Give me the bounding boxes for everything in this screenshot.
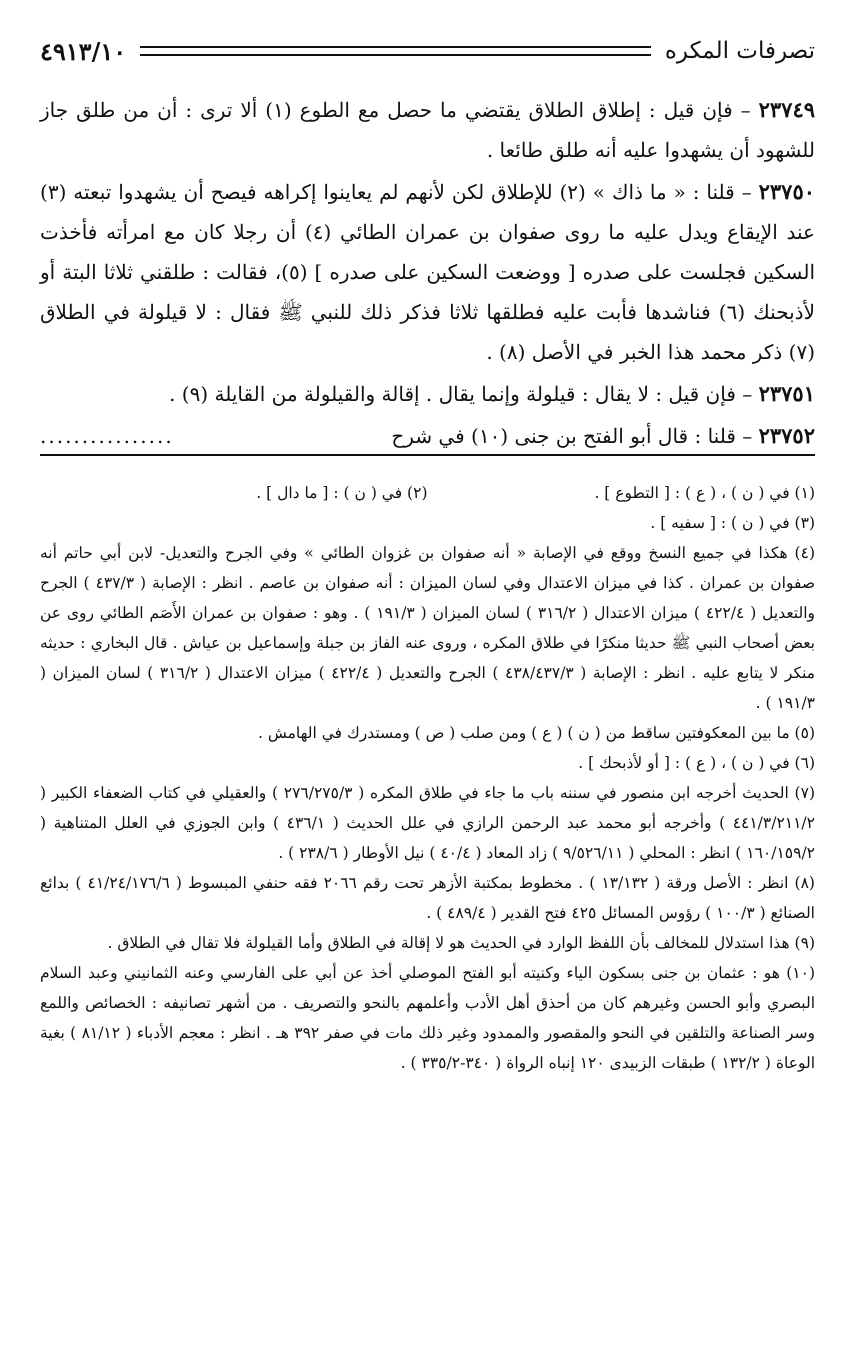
footnote-10: (١٠) هو : عثمان بن جنى بسكون الياء وكنيته أبو الفتح الموصلي أخذ عن أبي على الفارسي وعنه الثمانيني وعبد السلام البصري وأبو الحسن وغيرهم كان من أحذق أهل الأدب وأعلمهم بالنحو والتصريف . من أشهر تصانيفه : الخصائص واللمع وسر الصناعة والتلقين في النحو والمقصور والممدود وغير ذلك مات في صفر ٣٩٢ هـ . انظر : معجم الأدباء ( ٨١/١٢ ) بغية الوعاة ( ١٣٢/٢ ) طبقات الزبيدى ١٢٠ إنباه الرواة ( ٣٤٠-٣٣٥/٢ ) .	[40, 964, 815, 1072]
paragraph-number: ٢٣٧٥١	[758, 381, 815, 406]
footnote-5: (٥) ما بين المعكوفتين ساقط من ( ن ) ( ع ) ومن صلب ( ص ) ومستدرك في الهامش .	[258, 724, 815, 742]
running-title: تصرفات المكره	[664, 38, 815, 64]
paragraph-text: – قلنا : قال أبو الفتح بن جنى (١٠) في شرح	[391, 424, 759, 448]
book-page	[40, 30, 815, 1330]
paragraph-number: ٢٣٧٤٩	[758, 97, 816, 122]
footnote-row	[40, 478, 815, 508]
paragraph-text: – فإن قيل : إطلاق الطلاق يقتضي ما حصل مع الطوع (١) ألا ترى : أن من طلق جاز للشهود أن يشهدوا عليه أنه طلق طائعا .	[40, 98, 815, 162]
continuation-dots: ................	[40, 424, 174, 448]
paragraph-23751	[40, 374, 815, 414]
paragraph-23750	[40, 172, 815, 372]
footnotes	[40, 478, 815, 1078]
main-text	[40, 90, 815, 456]
footnote-7: (٧) الحديث أخرجه ابن منصور في سننه باب ما جاء في طلاق المكره ( ٢٧٦/٢٧٥/٣ ) والعقيلي في كتاب الضعفاء الكبير ( ٤٤١/٣/٢١١/٢ ) وأخرجه أبو محمد عبد الرحمن الرازي في علل الحديث ( ٤٣٦/١ ) وابن الجوزي في العلل المتناهية ( ١٦٠/١٥٩/٢ ) انظر : المحلي ( ٩/٥٢٦/١١ ) زاد المعاد ( ٤٠/٤ ) نيل الأوطار ( ٢٣٨/٦ ) .	[40, 784, 815, 862]
footnote-3: (٣) في ( ن ) : [ سفيه ] .	[650, 514, 815, 532]
paragraph-text: – قلنا : « ما ذاك » (٢) للإطلاق لكن لأنهم لم يعاينوا إكراهه فيصح أن يشهدوا تبعته (٣) عند الإيقاع ويدل عليه ما روى صفوان بن عمران الطائي (٤) أن رجلا كان مع امرأته فأخذت السكين فجلست على صدره [ ووضعت السكين على صدره ] (٥)، فقالت : طلقني ثلاثا البتة أو لأذبحنك (٦) فناشدها فأبت عليه فطلقها ثلاثا فذكر ذلك للنبي ﷺ فقال : لا قيلولة في الطلاق (٧) ذكر محمد هذا الخبر في الأصل (٨) .	[40, 180, 815, 364]
footnote-4: (٤) هكذا في جميع النسخ ووقع في الإصابة « أنه صفوان بن غزوان الطائي » وفي الجرح والتعديل- لابن أبي حاتم أنه صفوان بن عمران . كذا في ميزان الاعتدال وفي لسان الميزان : أنه صفوان بن عاصم . انظر : الإصابة ( ٤٣٧/٣ ) الجرح والتعديل ( ٤٢٢/٤ ) ميزان الاعتدال ( ٣١٦/٢ ) لسان الميزان ( ١٩١/٣ ) . وهو : صفوان بن عمران الأَصَم الطائي روى عن بعض أصحاب النبي ﷺ حديثا منكرًا في طلاق المكره ، وروى عنه الفاز بن جبلة وإسماعيل بن عياش . قال البخاري : حديثه منكر لا يتابع عليه . انظر : الإصابة ( ٤٣٨/٤٣٧/٣ ) الجرح والتعديل ( ٤٢٢/٤ ) ميزان الاعتدال ( ٣١٦/٢ ) لسان الميزان ( ١٩١/٣ ) .	[40, 544, 815, 712]
page-header	[40, 30, 815, 72]
paragraph-23752	[40, 416, 815, 456]
header-rule	[140, 46, 651, 56]
paragraph-text: – فإن قيل : لا يقال : قيلولة وإنما يقال . إقالة والقيلولة من القايلة (٩) .	[169, 382, 759, 406]
paragraph-23749	[40, 90, 815, 170]
paragraph-number: ٢٣٧٥٠	[758, 179, 816, 204]
footnote-6: (٦) في ( ن ) ، ( ع ) : [ أو لأذبحك ] .	[578, 754, 815, 772]
footnote-8: (٨) انظر : الأصل ورقة ( ١٣/١٣٢ ) . مخطوط بمكتبة الأزهر تحت رقم ٢٠٦٦ فقه حنفي المبسوط ( ٤١/٢٤/١٧٦/٦ ) بدائع الصنائع ( ١٠٠/٣ ) رؤوس المسائل ٤٢٥ فتح القدير ( ٤٨٩/٤ ) .	[40, 874, 815, 922]
footnote-9: (٩) هذا استدلال للمخالف بأن اللفظ الوارد في الحديث هو لا إقالة في الطلاق وأما القيلولة فلا تقال في الطلاق .	[107, 934, 815, 952]
page-number: ٤٩١٣/١٠	[40, 36, 127, 66]
paragraph-number: ٢٣٧٥٢	[758, 423, 815, 448]
footnote-2: (٢) في ( ن ) : [ ما دال ] .	[256, 484, 428, 502]
footnote-1: (١) في ( ن ) ، ( ع ) : [ التطوع ] .	[594, 484, 815, 502]
